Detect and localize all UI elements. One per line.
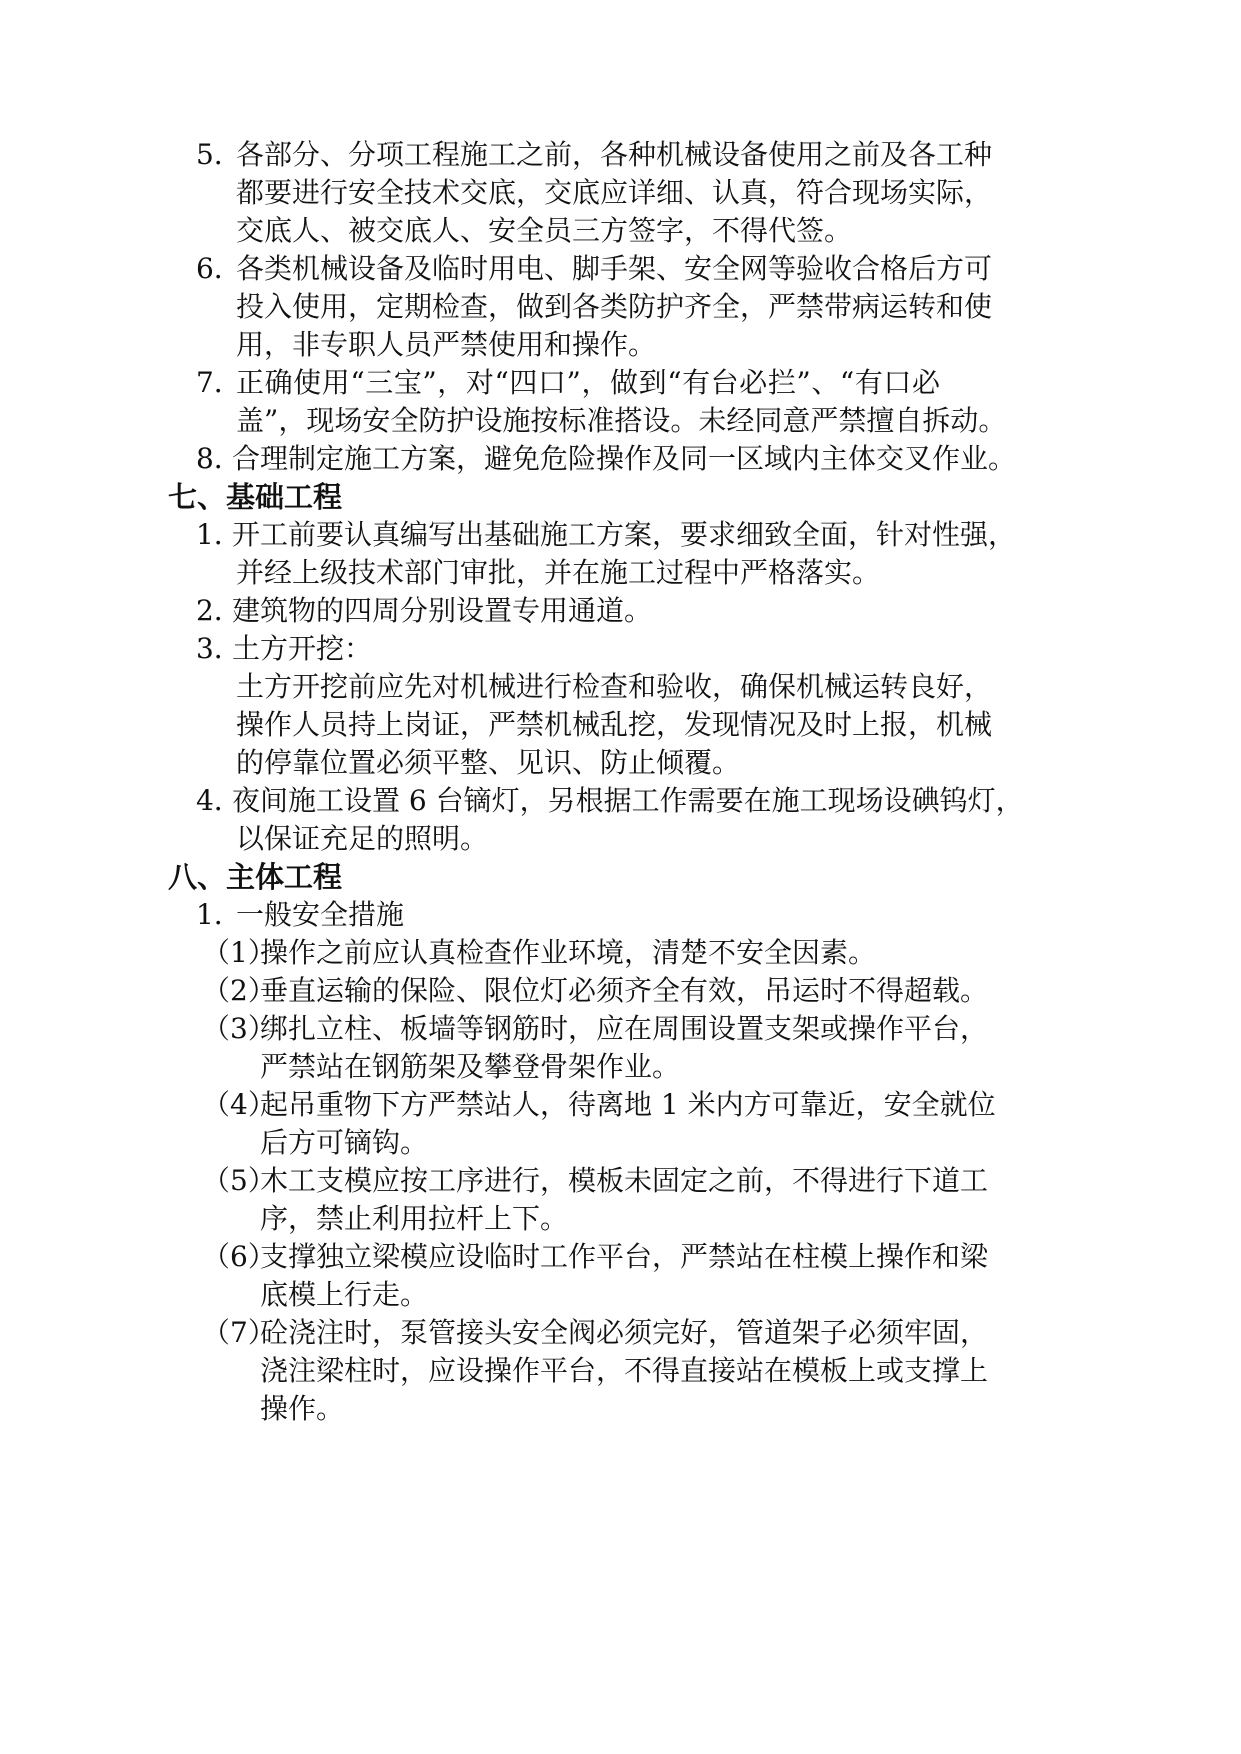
item-text-line: 正确使用“三宝”，对“四口”，做到“有台必拦”、“有口必 bbox=[236, 366, 940, 399]
item-text-line: 都要进行安全技术交底，交底应详细、认真，符合现场实际， bbox=[236, 176, 993, 209]
item-text-line: 严禁站在钢筋架及攀登骨架作业。 bbox=[260, 1050, 681, 1083]
item-text-line: 后方可镝钩。 bbox=[260, 1126, 429, 1159]
item-number: 8． bbox=[196, 442, 242, 475]
item-text-line: 操作之前应认真检查作业环境，清楚不安全因素。 bbox=[260, 936, 877, 969]
subitem-number: （4） bbox=[202, 1088, 276, 1121]
subitem-number: （3） bbox=[202, 1012, 276, 1045]
item-text-line: 序，禁止利用拉杆上下。 bbox=[260, 1202, 569, 1235]
item-number: 4． bbox=[196, 784, 242, 817]
item-text-line: 盖”，现场安全防护设施按标准搭设。未经同意严禁擅自拆动。 bbox=[236, 404, 1007, 437]
item-text-line: 合理制定施工方案，避免危险操作及同一区域内主体交叉作业。 bbox=[232, 442, 1017, 475]
subitem-number: （6） bbox=[202, 1240, 276, 1273]
item-text-line: 以保证充足的照明。 bbox=[236, 822, 489, 855]
item-text-line: 浇注梁柱时，应设操作平台，不得直接站在模板上或支撑上 bbox=[260, 1354, 989, 1387]
item-text-line: 土方开挖： bbox=[232, 632, 373, 665]
section-heading: 七、基础工程 bbox=[168, 480, 343, 514]
item-text-line: 夜间施工设置 6 台镝灯，另根据工作需要在施工现场设碘钨灯， bbox=[232, 784, 1024, 817]
item-text-line: 用，非专职人员严禁使用和操作。 bbox=[236, 328, 657, 361]
item-text-line: 支撑独立梁模应设临时工作平台，严禁站在柱模上操作和梁 bbox=[260, 1240, 989, 1273]
subitem-number: （5） bbox=[202, 1164, 276, 1197]
subitem-number: （2） bbox=[202, 974, 276, 1007]
item-number: 2． bbox=[196, 594, 242, 627]
item-text-line: 绑扎立柱、板墙等钢筋时，应在周围设置支架或操作平台， bbox=[260, 1012, 989, 1045]
subitem-number: （1） bbox=[202, 936, 276, 969]
item-text-line: 各类机械设备及临时用电、脚手架、安全网等验收合格后方可 bbox=[236, 252, 993, 285]
item-text-line: 土方开挖前应先对机械进行检查和验收，确保机械运转良好， bbox=[236, 670, 993, 703]
item-text-line: 投入使用，定期检查，做到各类防护齐全，严禁带病运转和使 bbox=[236, 290, 993, 323]
item-text-line: 交底人、被交底人、安全员三方签字，不得代签。 bbox=[236, 214, 853, 247]
item-number: 7． bbox=[196, 366, 242, 399]
item-text-line: 砼浇注时，泵管接头安全阀必须完好，管道架子必须牢固， bbox=[260, 1316, 989, 1349]
item-number: 6． bbox=[196, 252, 242, 285]
section-heading: 八、主体工程 bbox=[168, 860, 343, 894]
item-text-line: 木工支模应按工序进行，模板未固定之前，不得进行下道工 bbox=[260, 1164, 989, 1197]
item-text-line: 起吊重物下方严禁站人，待离地 1 米内方可靠近，安全就位 bbox=[260, 1088, 996, 1121]
item-text-line: 建筑物的四周分别设置专用通道。 bbox=[232, 594, 653, 627]
item-number: 3． bbox=[196, 632, 242, 665]
item-text-line: 的停靠位置必须平整、见识、防止倾覆。 bbox=[236, 746, 741, 779]
item-text-line: 操作人员持上岗证，严禁机械乱挖，发现情况及时上报，机械 bbox=[236, 708, 993, 741]
item-text-line: 操作。 bbox=[260, 1392, 345, 1425]
item-text-line: 各部分、分项工程施工之前，各种机械设备使用之前及各工种 bbox=[236, 138, 993, 171]
subitem-number: （7） bbox=[202, 1316, 276, 1349]
item-text-line: 底模上行走。 bbox=[260, 1278, 429, 1311]
item-number: 1． bbox=[196, 518, 242, 551]
item-text-line: 并经上级技术部门审批，并在施工过程中严格落实。 bbox=[236, 556, 881, 589]
item-number: 5． bbox=[196, 138, 242, 171]
item-text-line: 垂直运输的保险、限位灯必须齐全有效，吊运时不得超载。 bbox=[260, 974, 989, 1007]
item-text-line: 开工前要认真编写出基础施工方案，要求细致全面，针对性强， bbox=[232, 518, 1017, 551]
item-number: 1． bbox=[196, 898, 242, 931]
item-text-line: 一般安全措施 bbox=[236, 898, 405, 931]
